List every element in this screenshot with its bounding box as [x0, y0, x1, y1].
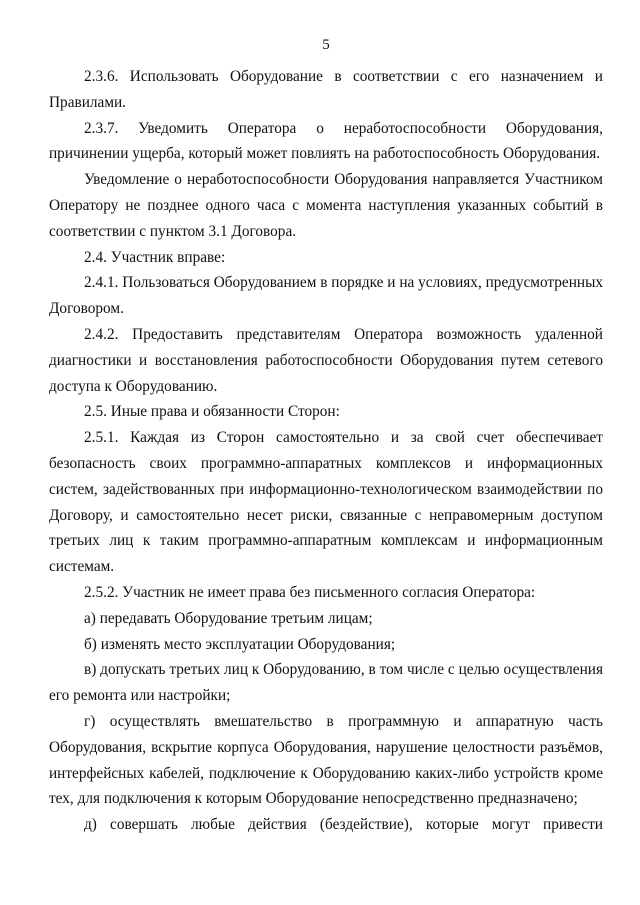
- paragraph-2-4: 2.4. Участник вправе:: [84, 248, 226, 266]
- list-item-g: г) осуществлять вмешательство в программную и аппаратную часть Оборудования, вскрытие корпуса Оборудования, нарушение целостности разъёмов, интерфейсных кабелей, подключение к Оборудованию каких-либо устройств кроме тех, для подключения к которым Оборудование непосредственно предназначено;: [49, 712, 603, 808]
- list-item-b: б) изменять место эксплуатации Оборудования;: [84, 635, 396, 653]
- page-number: 5: [322, 37, 330, 53]
- list-item-a: а) передавать Оборудование третьим лицам;: [84, 609, 373, 627]
- list-item-v: в) допускать третьих лиц к Оборудованию, в том числе с целью осуществления его ремонта или настройки;: [49, 661, 603, 705]
- paragraph-2-4-2: 2.4.2. Предоставить представителям Оператора возможность удаленной диагностики и восстановления работоспособности Оборудования путем сетевого доступа к Оборудованию.: [49, 325, 603, 395]
- paragraph-2-5-1: 2.5.1. Каждая из Сторон самостоятельно и за свой счет обеспечивает безопасность своих программно-аппаратных комплексов и информационных систем, задействованных при информационно-технологическом взаимодействии по Договору, и самостоятельно несет риски, связанные с неправомерным доступом третьих лиц к таким программно-аппаратным комплексам и информационным системам.: [49, 429, 603, 576]
- paragraph-notice: Уведомление о неработоспособности Оборудования направляется Участником Оператору не позднее одного часа с момента наступления указанных событий в соответствии с пунктом 3.1 Договора.: [49, 171, 603, 240]
- list-item-d: д) совершать любые действия (бездействие), которые могут привести: [84, 816, 603, 834]
- paragraph-2-3-7: 2.3.7. Уведомить Оператора о неработоспособности Оборудования, причинении ущерба, который может повлиять на работоспособность Оборудования.: [49, 119, 603, 163]
- paragraph-2-5: 2.5. Иные права и обязанности Сторон:: [84, 403, 340, 421]
- paragraph-2-3-6: 2.3.6. Использовать Оборудование в соответствии с его назначением и Правилами.: [49, 68, 603, 111]
- paragraph-2-5-2: 2.5.2. Участник не имеет права без письменного согласия Оператора:: [84, 583, 536, 601]
- paragraph-2-4-1: 2.4.1. Пользоваться Оборудованием в порядке и на условиях, предусмотренных Договором.: [49, 274, 603, 318]
- document-body: [49, 64, 603, 838]
